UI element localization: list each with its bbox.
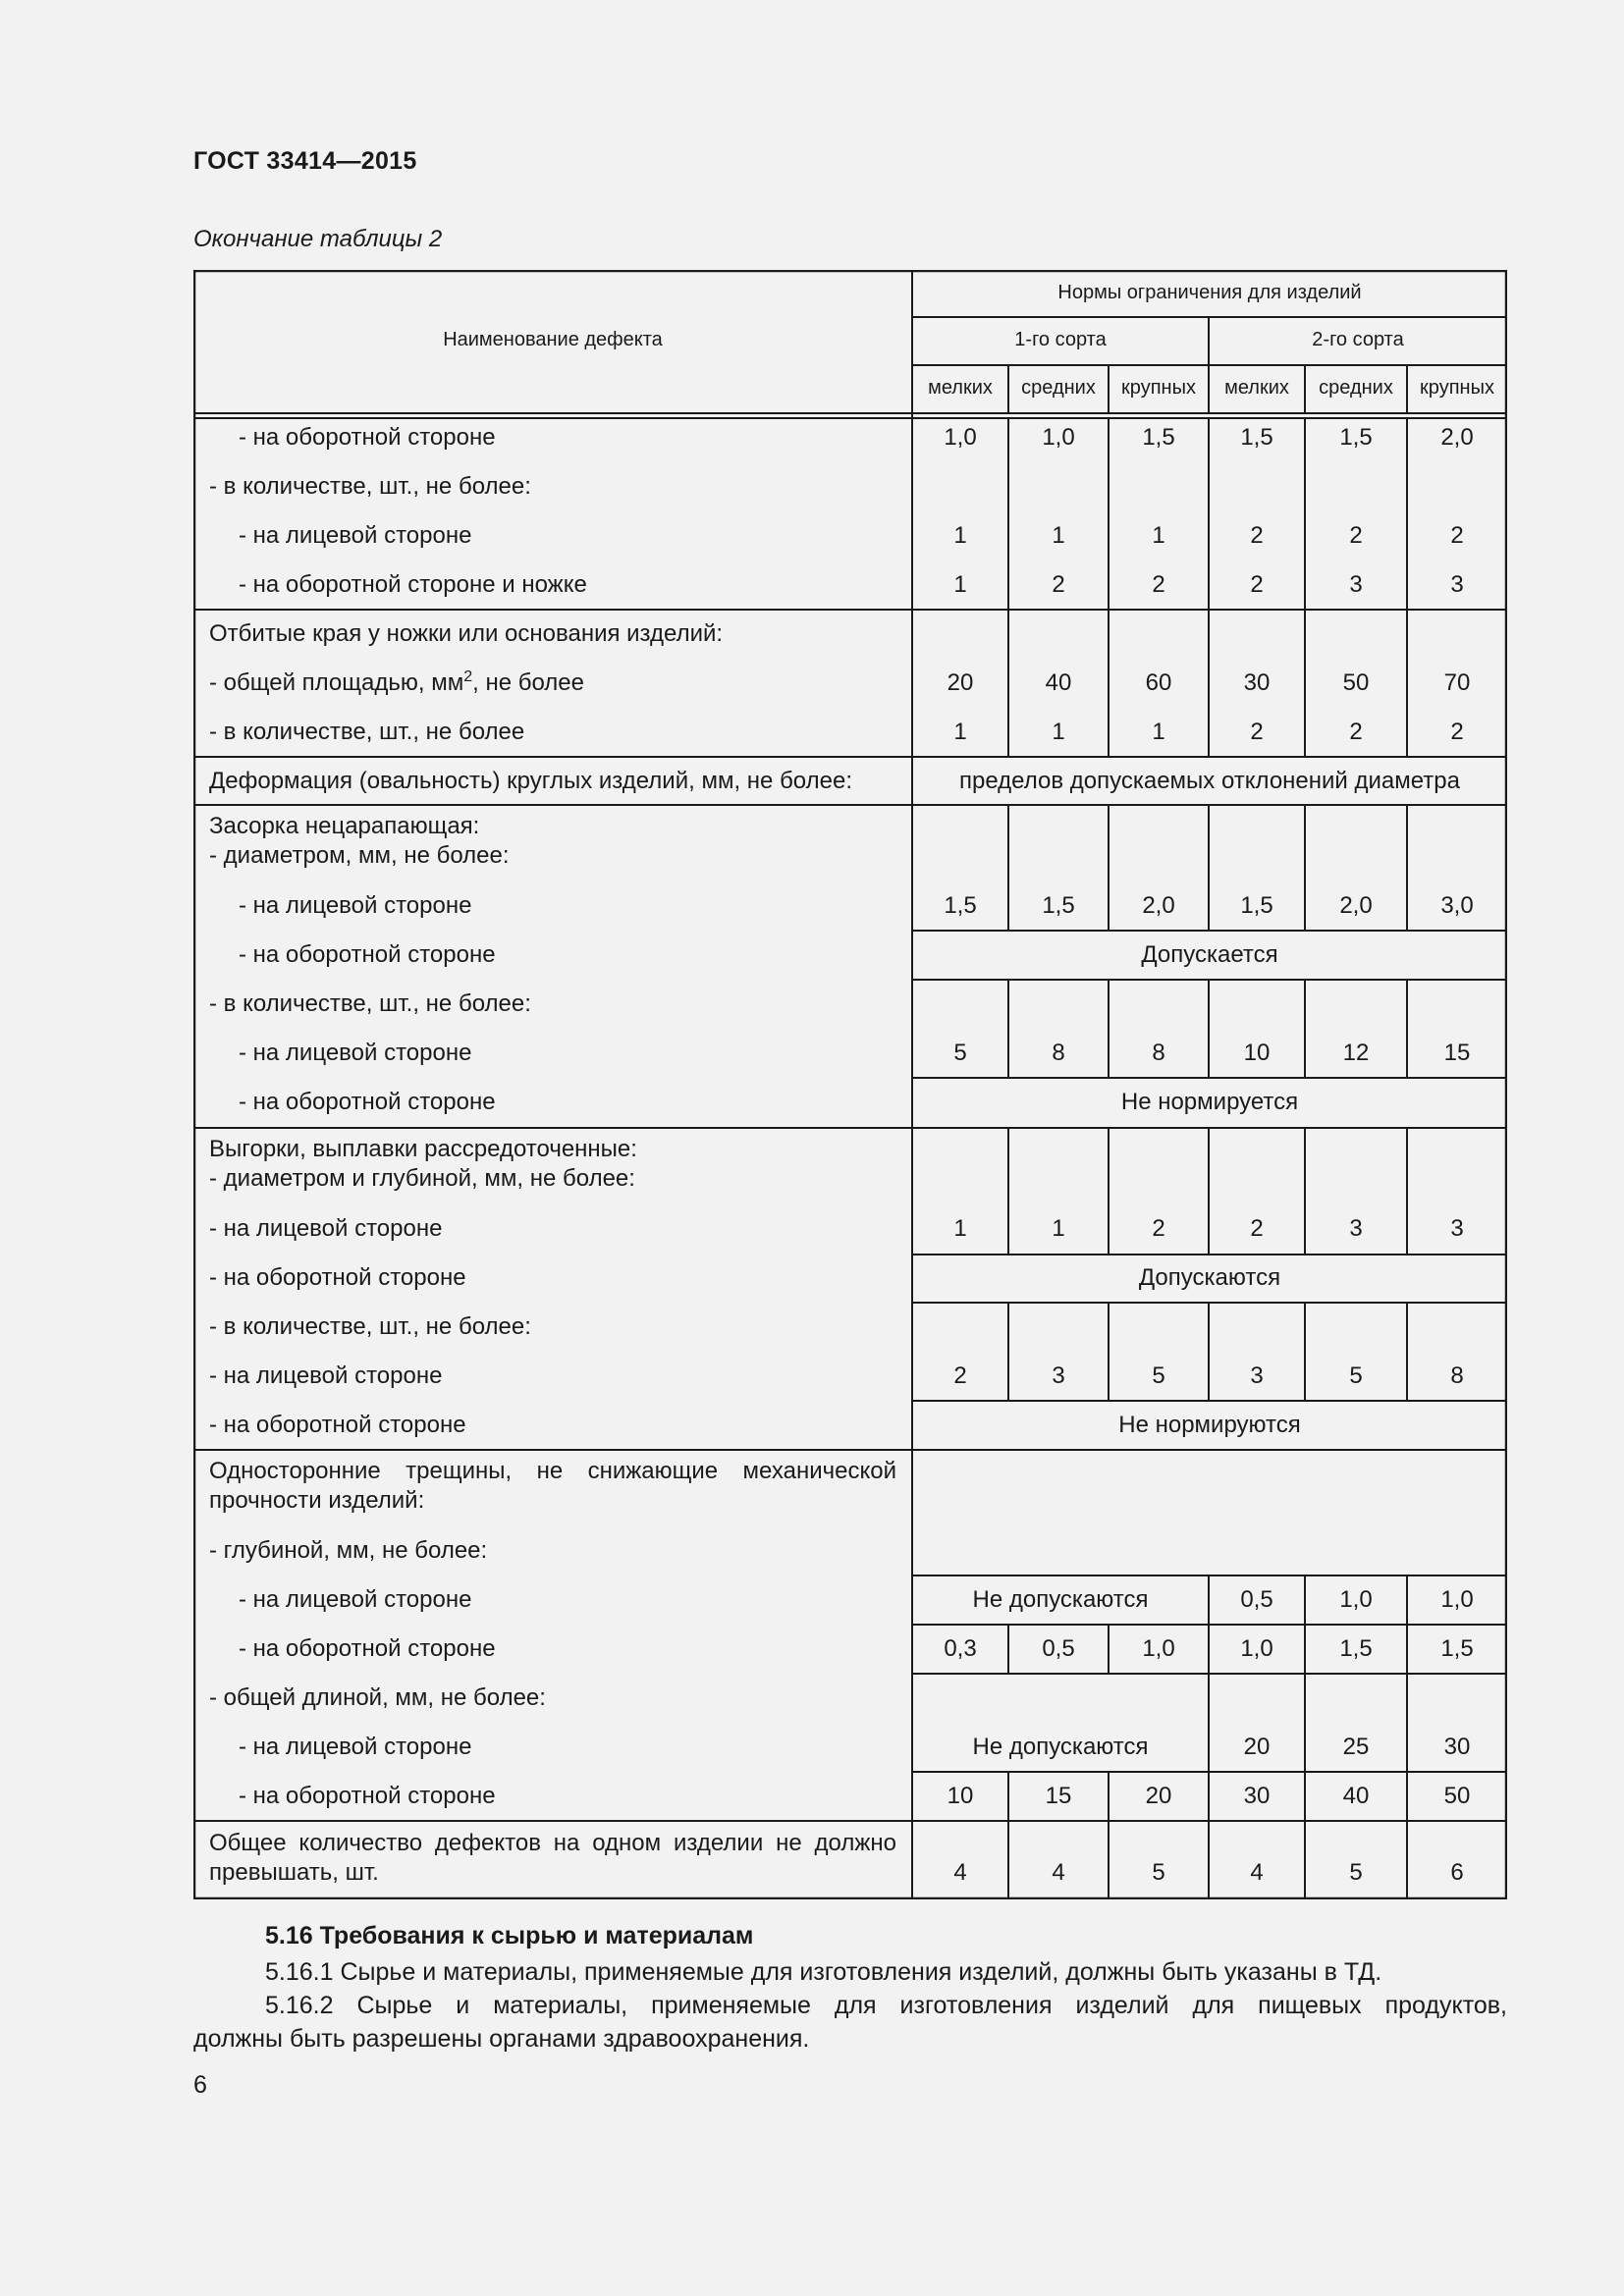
- table-cell: 2,0: [1339, 892, 1373, 919]
- table-cell: 4: [953, 1859, 967, 1886]
- table-cell: 1: [953, 1215, 967, 1242]
- table-cell: 2: [1250, 1215, 1264, 1242]
- row-label: - общей длиной, мм, не более:: [209, 1684, 546, 1711]
- table-cell: 3: [1450, 1215, 1464, 1242]
- table-cell: 30: [1443, 1734, 1471, 1760]
- table-cell: 2: [1450, 719, 1464, 745]
- row-label: Общее количество дефектов на одном изделии не должно: [209, 1830, 896, 1856]
- row-label: - в количестве, шт., не более:: [209, 473, 531, 500]
- table-cell: 3: [1052, 1362, 1065, 1389]
- superscript: 2: [463, 668, 473, 685]
- row-label-text: , не более: [472, 669, 584, 696]
- table-cell: 2: [1250, 571, 1264, 598]
- table-cell: 1,0: [1042, 424, 1075, 451]
- table-cell: 1,5: [1440, 1635, 1474, 1662]
- table-cell: 12: [1342, 1040, 1370, 1066]
- row-label: - на лицевой стороне: [239, 1040, 472, 1066]
- row-label: - на оборотной стороне: [239, 1635, 496, 1662]
- row-label: - на оборотной стороне: [239, 1783, 496, 1809]
- row-label-text: - общей площадью, мм: [209, 669, 464, 696]
- table-cell: 1,5: [1042, 892, 1075, 919]
- table-cell: 50: [1342, 669, 1370, 696]
- table-cell: 15: [1045, 1783, 1072, 1809]
- header-size-small: мелких: [928, 377, 993, 399]
- table-cell: 20: [1243, 1734, 1271, 1760]
- table-cell: 1,0: [1440, 1586, 1474, 1613]
- table-cell: 4: [1250, 1859, 1264, 1886]
- paragraph-5-16-1: 5.16.1 Сырье и материалы, применяемые для изготовления изделий, должны быть указаны в ТД.: [265, 1958, 1382, 1986]
- table-cell: 30: [1243, 1783, 1271, 1809]
- table-cell: 5: [1152, 1859, 1165, 1886]
- table-cell: 0,5: [1042, 1635, 1075, 1662]
- table-cell: 5: [1349, 1859, 1363, 1886]
- row-label: - на лицевой стороне: [239, 1734, 472, 1760]
- row-label: Отбитые края у ножки или основания изделий:: [209, 620, 724, 647]
- row-label: - на оборотной стороне: [209, 1412, 466, 1438]
- table-cell: 2: [953, 1362, 967, 1389]
- merged-cell: Не допускаются: [972, 1734, 1149, 1760]
- row-label: - на лицевой стороне: [239, 1586, 472, 1613]
- merged-cell: Допускается: [1141, 941, 1278, 968]
- table-cell: 1,5: [944, 892, 977, 919]
- table-cell: 15: [1443, 1040, 1471, 1066]
- table-cell: 1: [1052, 719, 1065, 745]
- table-cell: 2: [1349, 522, 1363, 549]
- header-norms: Нормы ограничения для изделий: [1057, 282, 1362, 303]
- table-cell: 1,0: [944, 424, 977, 451]
- table-cell: 3: [1349, 571, 1363, 598]
- table-cell: 1: [953, 719, 967, 745]
- header-size-medium: средних: [1021, 377, 1096, 399]
- table-cell: 1: [1052, 1215, 1065, 1242]
- table-cell: 8: [1152, 1040, 1165, 1066]
- merged-cell: Не допускаются: [972, 1586, 1149, 1613]
- row-label: Засорка нецарапающая:: [209, 813, 480, 839]
- table-cell: 25: [1342, 1734, 1370, 1760]
- table-cell: 20: [1145, 1783, 1172, 1809]
- table-cell: 2: [1450, 522, 1464, 549]
- table-cell: 2: [1250, 719, 1264, 745]
- header-defect-name: Наименование дефекта: [443, 329, 663, 350]
- table-cell: 2: [1052, 571, 1065, 598]
- table-cell: 2: [1152, 1215, 1165, 1242]
- table-cell: 1: [1152, 522, 1165, 549]
- table-cell: 30: [1243, 669, 1271, 696]
- paragraph-5-16-2-continued: должны быть разрешены органами здравоохранения.: [193, 2025, 810, 2053]
- table-cell: 1,0: [1142, 1635, 1175, 1662]
- table-cell: 3,0: [1440, 892, 1474, 919]
- row-label: прочности изделий:: [209, 1487, 425, 1514]
- row-label: - на оборотной стороне: [239, 941, 496, 968]
- table-cell: 1: [953, 571, 967, 598]
- table-cell: 5: [1152, 1362, 1165, 1389]
- row-label: - в количестве, шт., не более:: [209, 990, 531, 1017]
- table-cell: 8: [1052, 1040, 1065, 1066]
- row-label: - в количестве, шт., не более: [209, 719, 525, 745]
- merged-cell: Не нормируются: [1118, 1412, 1301, 1438]
- table-cell: 0,5: [1240, 1586, 1273, 1613]
- row-label: - на лицевой стороне: [239, 522, 472, 549]
- table-cell: 2: [1250, 522, 1264, 549]
- table-cell: 1,5: [1240, 424, 1273, 451]
- table-cell: 2: [1152, 571, 1165, 598]
- table-cell: 1,0: [1240, 1635, 1273, 1662]
- page-number: 6: [193, 2071, 207, 2099]
- row-label: - на оборотной стороне: [239, 1089, 496, 1115]
- section-heading: 5.16 Требования к сырью и материалам: [265, 1922, 754, 1949]
- table-cell: 5: [1349, 1362, 1363, 1389]
- table-cell: 1: [1152, 719, 1165, 745]
- row-label: Деформация (овальность) круглых изделий, мм, не более:: [209, 768, 852, 794]
- table-cell: 10: [1243, 1040, 1271, 1066]
- table-cell: 8: [1450, 1362, 1464, 1389]
- row-label: - на лицевой стороне: [209, 1215, 443, 1242]
- table-cell: 2: [1349, 719, 1363, 745]
- table-cell: 1,5: [1142, 424, 1175, 451]
- table-cell: 1: [953, 522, 967, 549]
- header-size-large: крупных: [1121, 377, 1196, 399]
- row-label: - на оборотной стороне: [239, 424, 496, 451]
- header-grade-2: 2-го сорта: [1312, 329, 1404, 350]
- table-cell: 1: [1052, 522, 1065, 549]
- header-size-medium: средних: [1319, 377, 1393, 399]
- row-label: - диаметром, мм, не более:: [209, 842, 510, 869]
- header-size-small: мелких: [1224, 377, 1289, 399]
- table-cell: 0,3: [944, 1635, 977, 1662]
- table-cell: 1,5: [1240, 892, 1273, 919]
- table-cell: 20: [947, 669, 974, 696]
- table-cell: 70: [1443, 669, 1471, 696]
- table-cell: 40: [1342, 1783, 1370, 1809]
- header-size-large: крупных: [1420, 377, 1494, 399]
- merged-cell: Не нормируется: [1120, 1089, 1299, 1115]
- row-label: - на лицевой стороне: [209, 1362, 443, 1389]
- table-cell: 1,5: [1339, 424, 1373, 451]
- row-label: - на оборотной стороне и ножке: [239, 571, 587, 598]
- row-label: - глубиной, мм, не более:: [209, 1537, 488, 1564]
- row-label: - в количестве, шт., не более:: [209, 1313, 531, 1340]
- row-label: Выгорки, выплавки рассредоточенные:: [209, 1136, 637, 1162]
- table-cell: 1,5: [1339, 1635, 1373, 1662]
- row-label: Односторонние трещины, не снижающие механической: [209, 1458, 896, 1484]
- table-cell: 2,0: [1440, 424, 1474, 451]
- merged-cell: пределов допускаемых отклонений диаметра: [958, 768, 1460, 794]
- table-cell: 50: [1443, 1783, 1471, 1809]
- document-header: ГОСТ 33414—2015: [193, 147, 417, 175]
- table-cell: 10: [947, 1783, 974, 1809]
- table-cell: 1,0: [1339, 1586, 1373, 1613]
- paragraph-5-16-2: 5.16.2 Сырье и материалы, применяемые для изготовления изделий для пищевых продуктов,: [265, 1992, 1507, 2019]
- table-cell: 3: [1250, 1362, 1264, 1389]
- table-cell: 3: [1450, 571, 1464, 598]
- row-label: - на лицевой стороне: [239, 892, 472, 919]
- table-cell: 60: [1145, 669, 1172, 696]
- table-cell: 5: [953, 1040, 967, 1066]
- table-cell: 40: [1045, 669, 1072, 696]
- header-grade-1: 1-го сорта: [1014, 329, 1107, 350]
- defects-table: [193, 270, 1507, 1899]
- table-caption: Окончание таблицы 2: [193, 226, 443, 252]
- row-label: - диаметром и глубиной, мм, не более:: [209, 1165, 635, 1192]
- row-label: [209, 668, 584, 698]
- table-cell: 2,0: [1142, 892, 1175, 919]
- row-label: - на оборотной стороне: [209, 1264, 466, 1291]
- table-cell: 3: [1349, 1215, 1363, 1242]
- merged-cell: Допускаются: [1138, 1264, 1281, 1291]
- table-cell: 6: [1450, 1859, 1464, 1886]
- table-cell: 4: [1052, 1859, 1065, 1886]
- row-label: превышать, шт.: [209, 1859, 379, 1886]
